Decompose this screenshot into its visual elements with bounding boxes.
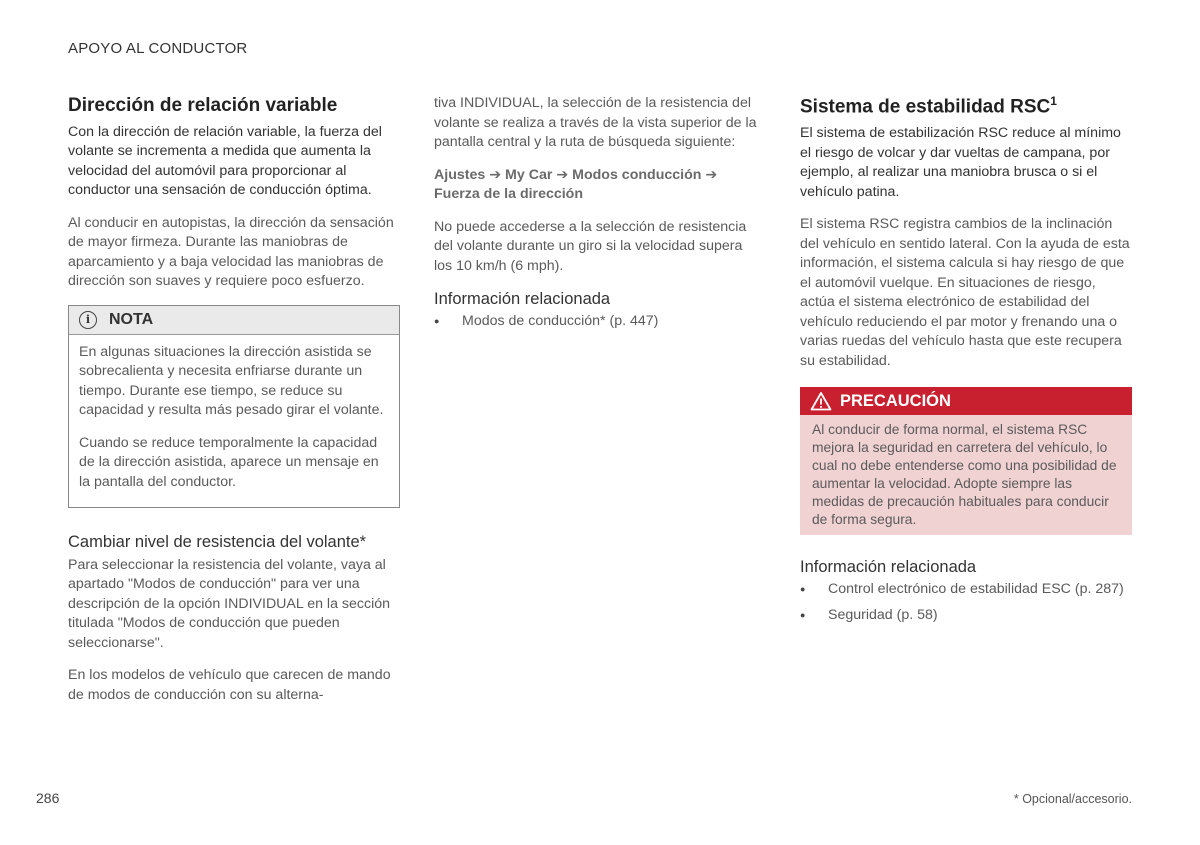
footnote-marker: 1 <box>1050 94 1057 108</box>
arrow-right-icon: ➔ <box>489 166 502 183</box>
path-step: Modos conducción <box>572 166 702 183</box>
info-icon: i <box>79 311 97 329</box>
body-paragraph: Al conducir en autopistas, la dirección da sensación de mayor firmeza. Durante las maniobras de aparcamiento y a baja velocidad las maniobras de dirección son suaves y requiere poco esfuerzo. <box>68 214 394 290</box>
section-title: Dirección de relación variable <box>68 95 338 116</box>
subsection-title: Cambiar nivel de resistencia del volante* <box>68 533 367 552</box>
body-paragraph: No puede accederse a la selección de resistencia del volante durante un giro si la velocidad supera los 10 km/h (6 mph). <box>434 218 747 274</box>
related-link[interactable]: ● Control electrónico de estabilidad ESC (p. 287) <box>800 580 1132 600</box>
footnote: * Opcional/accesorio. <box>1013 792 1132 806</box>
warning-label: PRECAUCIÓN <box>840 391 951 410</box>
warning-text: Al conducir de forma normal, el sistema RSC mejora la seguridad en carretera del vehículo, lo cual no debe entenderse como una posibilidad de aumentar la velocidad. Adopte siempre las medidas de precaución habituales para conducir de forma segura. <box>812 422 1117 528</box>
intro-paragraph: El sistema de estabilización RSC reduce al mínimo el riesgo de volcar y dar vueltas de campana, por ejemplo, al realizar una maniobra brusca o si el vehículo patina. <box>800 125 1121 200</box>
related-list <box>434 312 764 332</box>
warning-box <box>800 387 1132 535</box>
intro-paragraph: Con la dirección de relación variable, la fuerza del volante se incrementa a medida que aumenta la velocidad del automóvil para proporcionar al conductor una sensación de conducción óptima. <box>68 123 382 199</box>
note-label: NOTA <box>109 310 154 328</box>
section-title <box>800 94 1132 120</box>
page-number: 286 <box>36 790 60 806</box>
note-header <box>69 306 399 335</box>
body-paragraph: tiva INDIVIDUAL, la selección de la resistencia del volante se realiza a través de la vista superior de la pantalla central y la ruta de búsqueda siguiente: <box>434 95 757 150</box>
menu-path <box>434 166 764 205</box>
related-list <box>800 580 1132 625</box>
section-title-text: Sistema de estabilidad RSC <box>800 96 1051 118</box>
body-paragraph: En los modelos de vehículo que carecen de mando de modos de conducción con su alterna- <box>68 667 391 703</box>
related-info-title: Información relacionada <box>434 290 611 308</box>
path-step: Ajustes <box>434 166 486 183</box>
path-step: Fuerza de la dirección <box>434 186 584 202</box>
arrow-right-icon: ➔ <box>556 166 569 183</box>
running-header: APOYO AL CONDUCTOR <box>68 40 248 57</box>
related-link[interactable]: ● Seguridad (p. 58) <box>800 606 1132 626</box>
warning-header <box>800 387 1132 415</box>
arrow-right-icon: ➔ <box>705 166 718 183</box>
note-paragraph: Cuando se reduce temporalmente la capacidad de la dirección asistida, aparece un mensaje en la pantalla del conductor. <box>79 434 379 490</box>
body-paragraph: Para seleccionar la resistencia del volante, vaya al apartado "Modos de conducción" para ver una descripción de la opción INDIVIDUAL en la sección titulada "Modos de conducción que pueden seleccionarse". <box>68 556 391 651</box>
note-paragraph: En algunas situaciones la dirección asistida se sobrecalienta y necesita enfriarse durante un tiempo. Durante ese tiempo, se reduce su capacidad y resulta más pesado girar el volante. <box>79 343 384 419</box>
warning-triangle-icon <box>810 391 832 411</box>
column-right <box>800 94 1132 631</box>
path-step: My Car <box>505 166 553 183</box>
note-body <box>69 335 399 508</box>
body-paragraph: El sistema RSC registra cambios de la inclinación del vehículo en sentido lateral. Con la ayuda de esta información, el sistema calcula si hay riesgo de que el automóvil vuelque. En situaciones de riesgo, actúa el sistema electrónico de estabilidad del vehículo reduciendo el par motor y frenando una o varias ruedas del vehículo hasta que este recupera su estabilidad. <box>800 216 1130 369</box>
related-link[interactable]: ● Modos de conducción* (p. 447) <box>434 312 764 332</box>
warning-body <box>800 415 1132 535</box>
column-left <box>68 94 400 718</box>
related-info-title: Información relacionada <box>800 558 977 577</box>
column-middle <box>434 94 764 338</box>
note-box <box>68 305 400 509</box>
